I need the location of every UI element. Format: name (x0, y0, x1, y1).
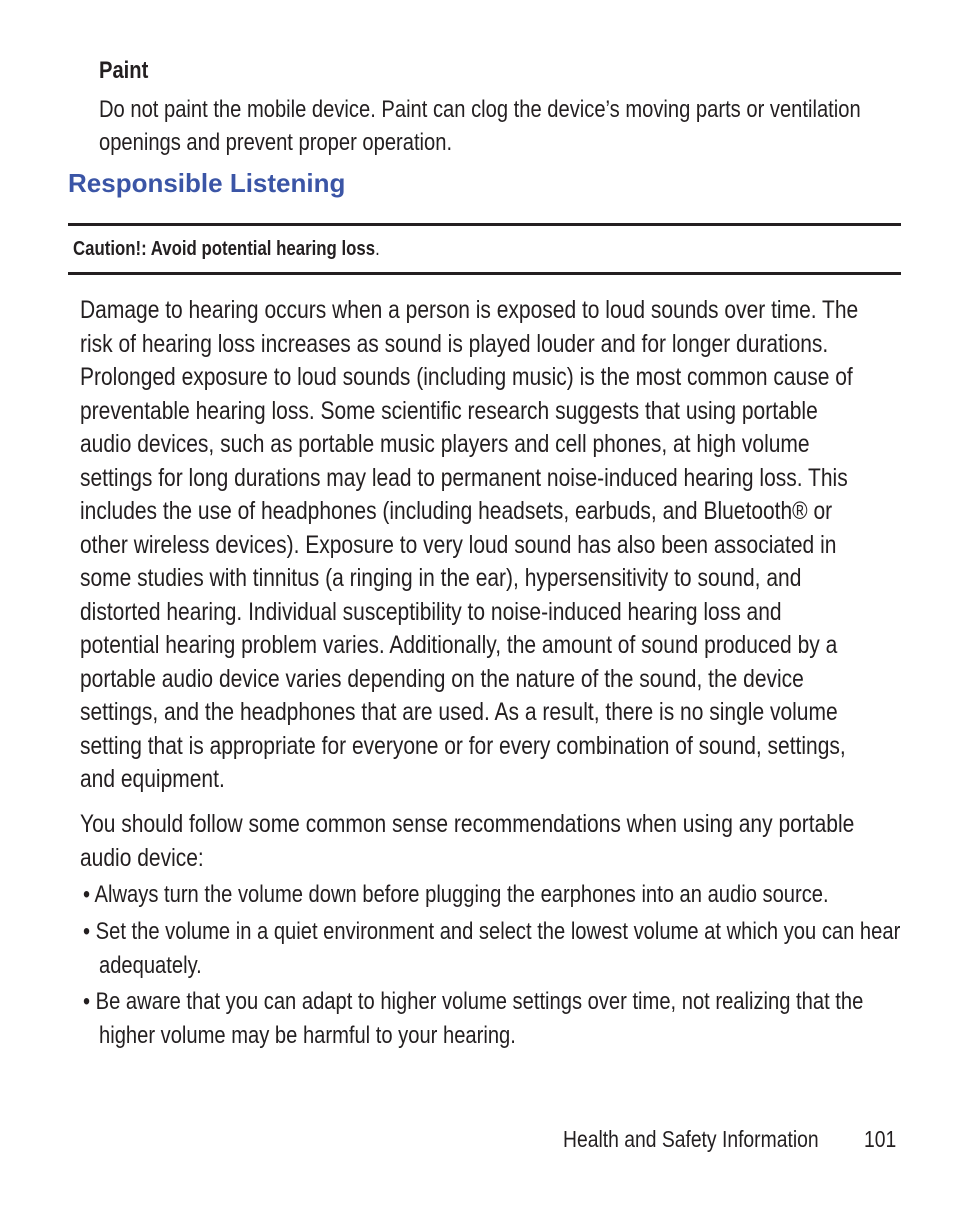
bullet-item-continuation: higher volume may be harmful to your hearing. (99, 1022, 516, 1049)
paint-text-line: Do not paint the mobile device. Paint can clog the device’s moving parts or ventilation (99, 96, 861, 123)
body-line: Damage to hearing occurs when a person is exposed to loud sounds over time. The (80, 296, 859, 324)
footer-page-number: 101 (864, 1126, 897, 1152)
body-line: portable audio device varies depending on the nature of the sound, the device (80, 664, 804, 693)
bullet-item-continuation: adequately. (99, 952, 202, 979)
body-line: settings for long durations may lead to permanent noise-induced hearing loss. This (80, 463, 848, 492)
body-line: includes the use of headphones (including headsets, earbuds, and Bluetooth® or (80, 497, 833, 525)
body-line: preventable hearing loss. Some scientific research suggests that using portable (80, 396, 818, 425)
paint-text-line: openings and prevent proper operation. (99, 129, 453, 156)
caution-label: Caution!: Avoid potential hearing loss (73, 238, 376, 260)
body-line: some studies with tinnitus (a ringing in the ear), hypersensitivity to sound, and (80, 564, 802, 592)
bullet-item: • Always turn the volume down before plugging the earphones into an audio source. (83, 881, 829, 908)
body-line: and equipment. (80, 765, 225, 793)
section-heading: Responsible Listening (68, 168, 346, 198)
body-line: settings, and the headphones that are used. As a result, there is no single volume (80, 698, 838, 726)
bullet-item: • Be aware that you can adapt to higher volume settings over time, not realizing that the (83, 988, 864, 1015)
body-line: distorted hearing. Individual susceptibility to noise-induced hearing loss and (80, 597, 782, 626)
body-line: audio devices, such as portable music players and cell phones, at high volume (80, 430, 810, 458)
body-line: potential hearing problem varies. Additionally, the amount of sound produced by a (80, 631, 838, 659)
body-line: Prolonged exposure to loud sounds (including music) is the most common cause of (80, 363, 853, 391)
caution-bottom-rule (68, 272, 901, 275)
bullet-item: • Set the volume in a quiet environment and select the lowest volume at which you can hear (83, 918, 901, 945)
body-line: audio device: (80, 843, 204, 872)
body-line: risk of hearing loss increases as sound is played louder and for longer durations. (80, 329, 829, 358)
body-line: You should follow some common sense recommendations when using any portable (80, 810, 855, 838)
body-line: other wireless devices). Exposure to very loud sound has also been associated in (80, 530, 837, 559)
caution-top-rule (68, 223, 901, 226)
footer-section-title: Health and Safety Information (563, 1126, 819, 1152)
caution-note (73, 235, 438, 263)
caution-suffix: . (375, 238, 380, 260)
body-line: setting that is appropriate for everyone or for every combination of sound, settings, (80, 731, 846, 760)
paint-heading: Paint (99, 57, 149, 84)
